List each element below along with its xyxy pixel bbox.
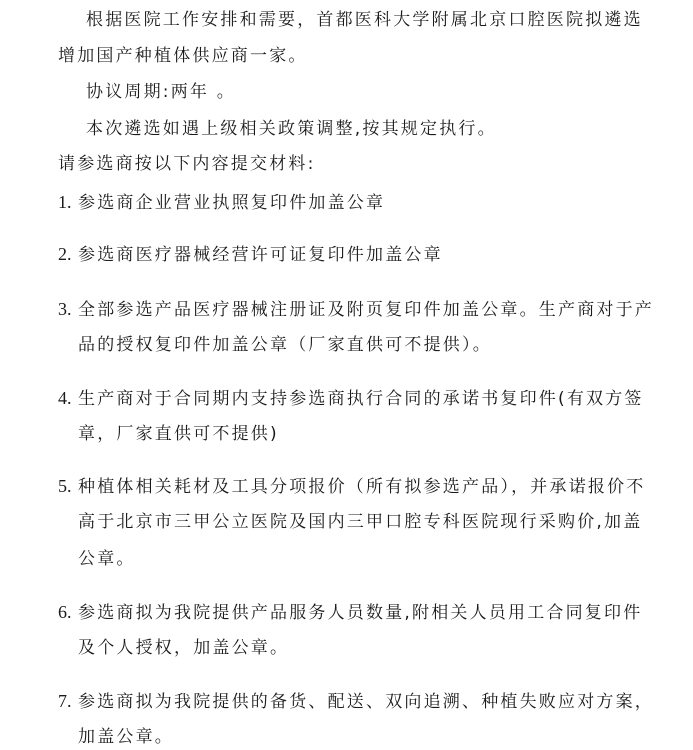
list-item-text: 参选商医疗器械经营许可证复印件加盖公章 xyxy=(78,245,443,265)
list-item-number: 4. xyxy=(58,388,72,408)
list-item-text: 及个人授权，加盖公章。 xyxy=(78,638,290,658)
list-item-text: 章，厂家直供可不提供) xyxy=(78,424,279,444)
list-item-text: 参选商拟为我院提供的备货、配送、双向追溯、种植失败应对方案， xyxy=(78,692,654,712)
agreement-period: 协议周期:两年 。 xyxy=(86,82,236,102)
list-item-number: 2. xyxy=(58,244,72,264)
list-item-number: 7. xyxy=(58,691,72,711)
list-item-number: 6. xyxy=(58,602,72,622)
list-item-text: 生产商对于合同期内支持参选商执行合同的承诺书复印件(有双方签 xyxy=(78,389,644,409)
intro-paragraph-line-2: 增加国产种植体供应商一家。 xyxy=(58,46,308,66)
intro-paragraph-line-1: 根据医院工作安排和需要，首都医科大学附属北京口腔医院拟遴选 xyxy=(86,10,643,30)
list-item-number: 5. xyxy=(58,476,72,496)
list-item-text: 公章。 xyxy=(78,549,136,569)
list-item-text: 种植体相关耗材及工具分项报价（所有拟参选产品），并承诺报价不 xyxy=(78,477,646,497)
list-item-text: 品的授权复印件加盖公章（厂家直供可不提供）。 xyxy=(78,335,492,355)
list-item-number: 3. xyxy=(58,299,72,319)
list-item-number: 1. xyxy=(58,192,72,212)
list-item-text: 参选商企业营业执照复印件加盖公章 xyxy=(78,193,386,213)
list-item-text: 加盖公章。 xyxy=(78,727,174,747)
policy-note: 本次遴选如遇上级相关政策调整,按其规定执行。 xyxy=(86,119,497,139)
list-item-text: 全部参选产品医疗器械注册证及附页复印件加盖公章。生产商对于产 xyxy=(78,300,654,320)
submission-instruction: 请参选商按以下内容提交材料: xyxy=(58,154,316,174)
list-item-text: 高于北京市三甲公立医院及国内三甲口腔专科医院现行采购价,加盖 xyxy=(78,512,643,532)
list-item-text: 参选商拟为我院提供产品服务人员数量,附相关人员用工合同复印件 xyxy=(78,603,643,623)
